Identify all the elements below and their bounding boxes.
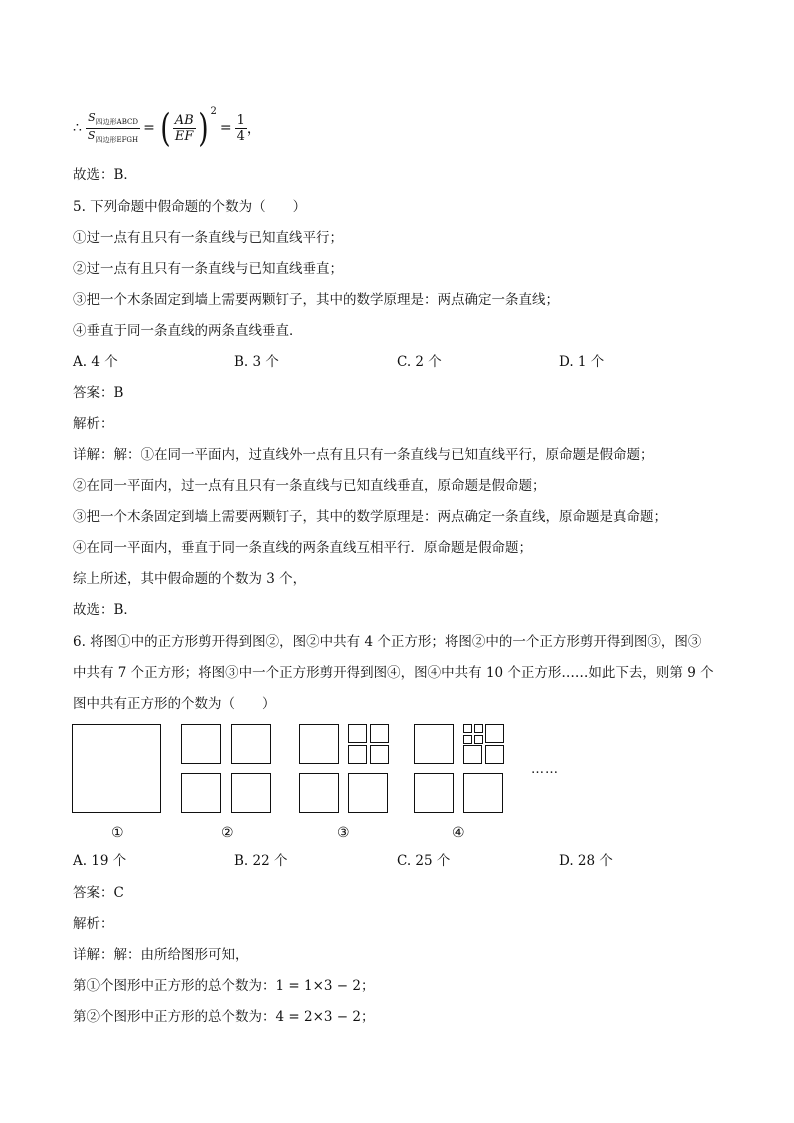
fig2-square bbox=[181, 773, 221, 813]
fig4-small-square bbox=[485, 724, 504, 743]
q5-stem: 5. 下列命题中假命题的个数为（ ） bbox=[73, 199, 307, 215]
fig2-square bbox=[231, 773, 271, 813]
figure-ellipsis: …… bbox=[531, 762, 559, 777]
area-fraction: $\frac{S_{四边形ABCD}}{S_{四边形EFGH}}$ bbox=[87, 111, 139, 144]
fig4-tiny-square bbox=[463, 735, 472, 744]
fig3-square bbox=[299, 724, 339, 764]
q6-stem-line-1: 6. 将图①中的正方形剪开得到图②，图②中共有 4 个正方形；将图②中的一个正方形剪开得到图③，图③ bbox=[73, 634, 702, 650]
q6-option-a: A. 19 个 bbox=[73, 853, 127, 869]
fig3-small-square bbox=[370, 745, 389, 764]
area-ratio-formula bbox=[73, 104, 261, 152]
q5-detail-4: ④在同一平面内，垂直于同一条直线的两条直线互相平行．原命题是假命题； bbox=[73, 540, 532, 556]
fig3-small-square bbox=[370, 724, 389, 743]
q5-summary: 综上所述，其中假命题的个数为 3 个， bbox=[73, 571, 307, 587]
q6-detail-3: 第②个图形中正方形的总个数为：4 = 2×3 − 2； bbox=[73, 1009, 375, 1025]
fig2-label: ② bbox=[221, 825, 234, 841]
fig3-square bbox=[299, 773, 339, 813]
fig3-small-square bbox=[348, 724, 367, 743]
q5-option-b: B. 3 个 bbox=[234, 354, 279, 370]
fig1-label: ① bbox=[111, 825, 124, 841]
q5-analysis-label: 解析： bbox=[73, 416, 114, 432]
equals-sign: = bbox=[219, 120, 232, 136]
q6-analysis-label: 解析： bbox=[73, 916, 114, 932]
fig4-square bbox=[414, 724, 454, 764]
fig4-square bbox=[463, 773, 503, 813]
fig4-small-square bbox=[463, 745, 482, 764]
q6-option-b: B. 22 个 bbox=[234, 853, 288, 869]
q6-detail-2: 第①个图形中正方形的总个数为：1 = 1×3 − 2； bbox=[73, 978, 375, 994]
fig3-square bbox=[348, 773, 388, 813]
q5-statement-4: ④垂直于同一条直线的两条直线垂直． bbox=[73, 323, 303, 339]
fig3-small-square bbox=[348, 745, 367, 764]
q5-detail-2: ②在同一平面内，过一点有且只有一条直线与已知直线垂直，原命题是假命题； bbox=[73, 478, 546, 494]
exponent: 2 bbox=[210, 106, 217, 117]
q6-stem-line-3: 图中共有正方形的个数为（ ） bbox=[73, 696, 276, 712]
q5-statement-3: ③把一个木条固定到墙上需要两颗钉子，其中的数学原理是：两点确定一条直线； bbox=[73, 292, 559, 308]
q5-choice: 故选：B． bbox=[73, 602, 137, 618]
q5-statement-2: ②过一点有且只有一条直线与已知直线垂直； bbox=[73, 261, 343, 277]
fig1-square bbox=[72, 724, 161, 813]
fig4-tiny-square bbox=[463, 724, 472, 733]
right-paren-icon: ) bbox=[197, 106, 209, 150]
q5-detail-3: ③把一个木条固定到墙上需要两颗钉子，其中的数学原理是：两点确定一条直线，原命题是真命题； bbox=[73, 509, 667, 525]
fig4-tiny-square bbox=[474, 735, 483, 744]
q6-answer: 答案：C bbox=[73, 885, 124, 901]
left-paren-icon: ( bbox=[160, 106, 171, 150]
q6-option-c: C. 25 个 bbox=[397, 853, 451, 869]
comma: ， bbox=[246, 121, 261, 137]
q5-option-c: C. 2 个 bbox=[397, 354, 442, 370]
q6-stem-line-2: 中共有 7 个正方形；将图③中一个正方形剪开得到图④，图④中共有 10 个正方形……如此下去，则第 9 个 bbox=[73, 665, 714, 681]
q6-detail-1: 详解：解：由所给图形可知， bbox=[73, 947, 249, 963]
q5-option-a: A. 4 个 bbox=[73, 354, 118, 370]
q6-option-d: D. 28 个 bbox=[559, 853, 613, 869]
fig2-square bbox=[181, 724, 221, 764]
fig4-label: ④ bbox=[452, 825, 465, 841]
q5-statement-1: ①过一点有且只有一条直线与已知直线平行； bbox=[73, 230, 343, 246]
fig3-label: ③ bbox=[337, 825, 350, 841]
fig2-square bbox=[231, 724, 271, 764]
q5-answer: 答案：B bbox=[73, 385, 124, 401]
equals-sign: = bbox=[143, 120, 155, 136]
q5-detail-1: 详解：解：①在同一平面内，过直线外一点有且只有一条直线与已知直线平行，原命题是假命题； bbox=[73, 447, 654, 463]
fig4-tiny-square bbox=[474, 724, 483, 733]
q4-choice: 故选：B． bbox=[73, 167, 137, 183]
side-ratio-fraction: $\frac{AB}{EF}$ bbox=[174, 112, 194, 144]
q5-option-d: D. 1 个 bbox=[559, 354, 605, 370]
fig4-square bbox=[414, 773, 454, 813]
fig4-small-square bbox=[485, 745, 504, 764]
result-fraction: $\frac{1}{4}$ bbox=[236, 112, 245, 144]
therefore-symbol: ∴ bbox=[73, 120, 82, 136]
